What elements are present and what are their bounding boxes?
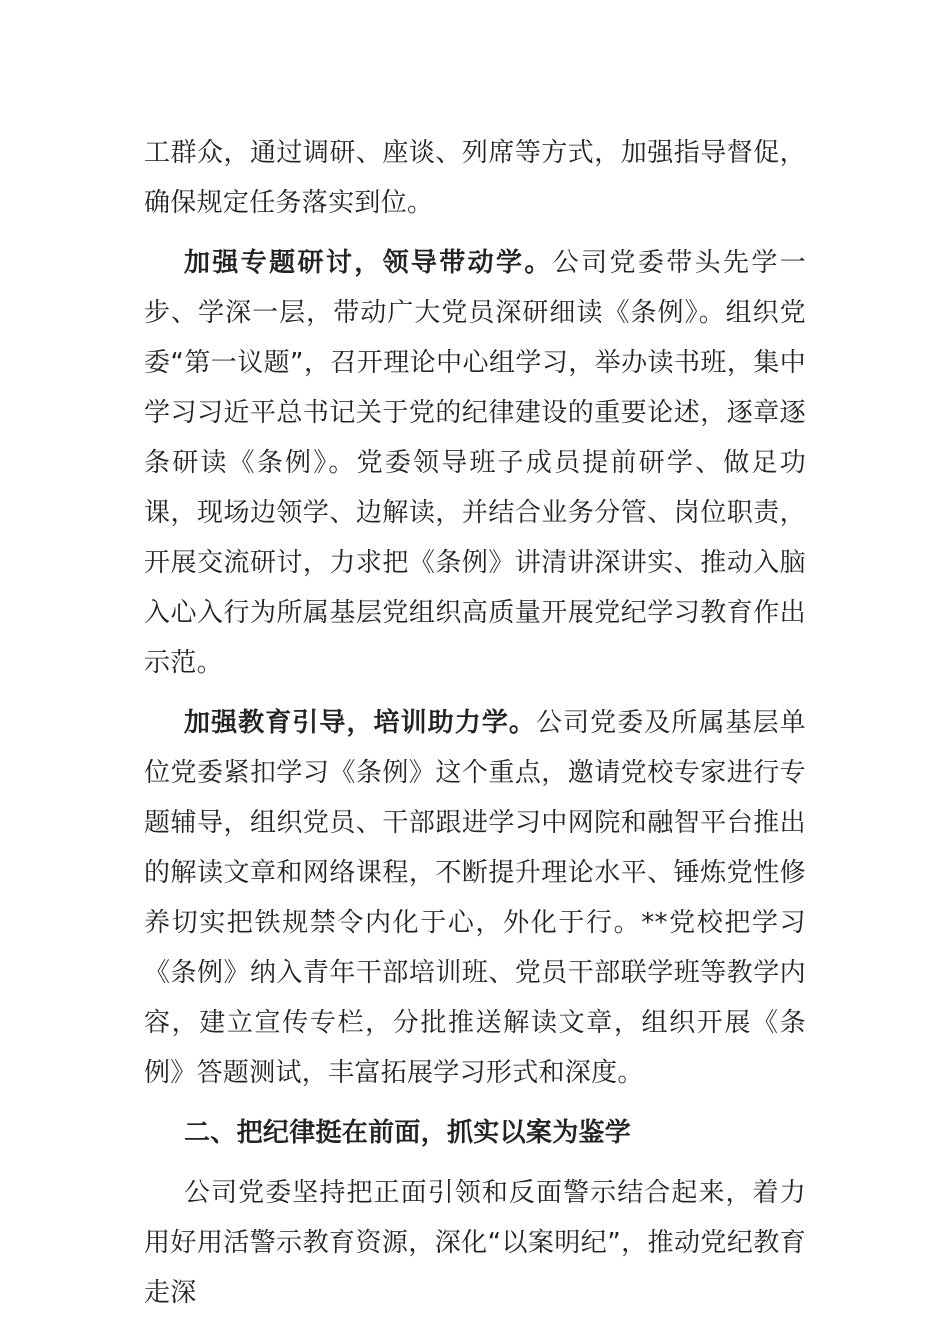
paragraph-study-seminar [144, 238, 806, 688]
paragraph-case-study [144, 1168, 806, 1318]
paragraph-text: 公司党委及所属基层单位党委紧扣学习《条例》这个重点，邀请党校专家进行专题辅导，组织党员、干部跟进学习中网院和融智平台推出的解读文章和网络课程，不断提升理论水平、锤炼党性修养切实把铁规禁令内化于心，外化于行。**党校把学习《条例》纳入青年干部培训班、党员干部联学班等教学内容，建立宣传专栏，分批推送解读文章，组织开展《条例》答题测试，丰富拓展学习形式和深度。 [144, 708, 806, 1088]
paragraph-education-guidance [144, 698, 806, 1098]
paragraph-text: 公司党委坚持把正面引领和反面警示结合起来，着力用好用活警示教育资源，深化“以案明纪”，推动党纪教育走深 [144, 1178, 806, 1308]
paragraph-continuation [144, 128, 806, 228]
paragraph-lead: 加强专题研讨，领导带动学。 [184, 248, 553, 278]
paragraph-text: 工群众，通过调研、座谈、列席等方式，加强指导督促，确保规定任务落实到位。 [144, 138, 806, 218]
paragraph-text: 公司党委带头先学一步、学深一层，带动广大党员深研细读《条例》。组织党委“第一议题”，召开理论中心组学习，举办读书班，集中学习习近平总书记关于党的纪律建设的重要论述，逐章逐条研读《条例》。党委领导班子成员提前研学、做足功课，现场边领学、边解读，并结合业务分管、岗位职责，开展交流研讨，力求把《条例》讲清讲深讲实、推动入脑入心入行为所属基层党组织高质量开展党纪学习教育作出示范。 [144, 248, 806, 678]
document-page [144, 128, 806, 1318]
section-heading [144, 1108, 806, 1158]
paragraph-lead: 加强教育引导，培训助力学。 [184, 708, 536, 738]
section-heading-text: 二、把纪律挺在前面，抓实以案为鉴学 [184, 1118, 632, 1148]
